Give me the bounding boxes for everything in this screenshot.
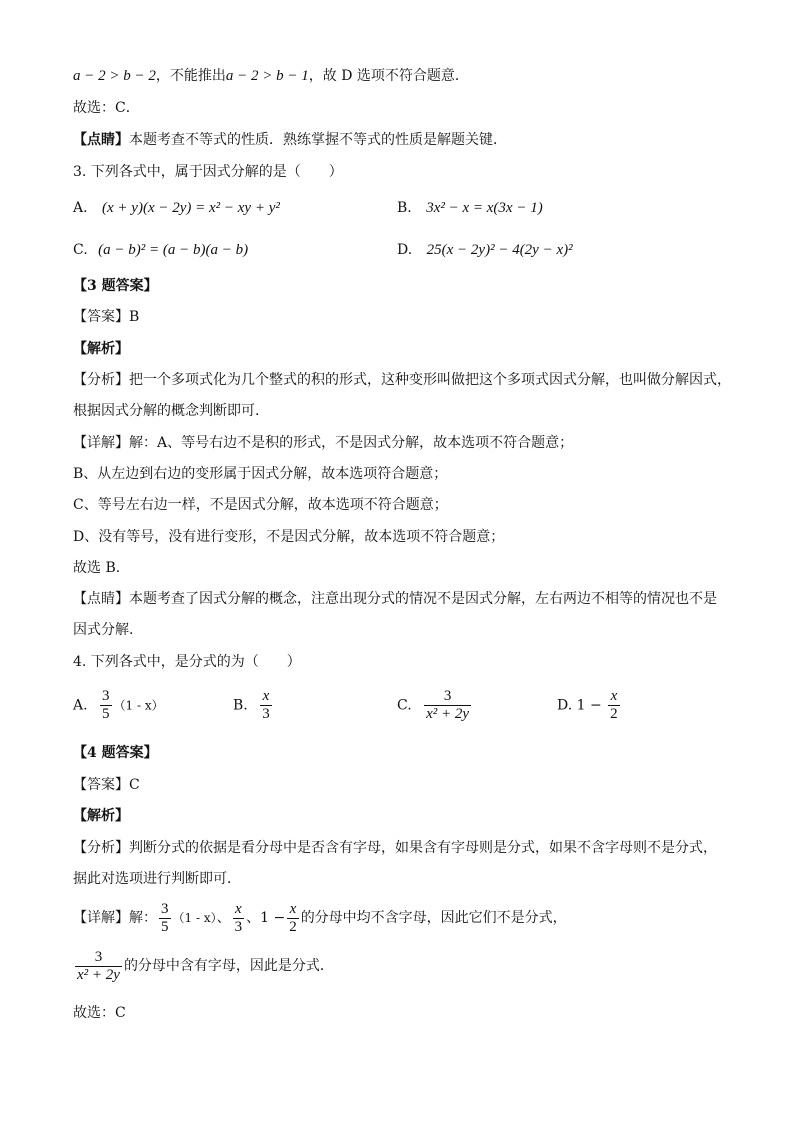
option-label: C. bbox=[73, 242, 88, 258]
q3-analysis-line-2: 根据因式分解的概念判断即可. bbox=[73, 403, 260, 419]
text-segment: ，故 D 选项不符合题意． bbox=[308, 68, 469, 84]
fraction-tail: （1 - x） bbox=[172, 911, 217, 925]
option-label: A. bbox=[73, 200, 88, 216]
question-3-stem: 3. 下列各式中，属于因式分解的是（ ） bbox=[73, 164, 343, 180]
q3-detail-line-3: C、等号左右边一样，不是因式分解，故本选项不符合题意； bbox=[73, 497, 448, 513]
q4-answer-heading: 【4 题答案】 bbox=[73, 745, 158, 761]
q4-option-d bbox=[557, 688, 622, 723]
q4-analysis-line-2: 据此对选项进行判断即可． bbox=[73, 871, 241, 887]
comment-text: 本题考查不等式的性质．熟练掌握不等式的性质是解题关键． bbox=[129, 132, 507, 148]
fraction: $\frac{x}{2}$ bbox=[610, 688, 618, 722]
fraction: $\frac{x}{3}$ bbox=[234, 900, 243, 935]
detail-text: 的分母中均不含字母，因此它们不是分式， bbox=[300, 910, 567, 926]
q3-answer-heading: 【3 题答案】 bbox=[73, 278, 158, 294]
q4-detail-line-2 bbox=[73, 948, 334, 984]
detail-tag: 【详解】解： bbox=[73, 910, 157, 926]
fraction: $\frac{3}{5}$ bbox=[102, 688, 110, 722]
q3-detail-line-1: 【详解】解：A、等号右边不是积的形式，不是因式分解，故本选项不符合题意； bbox=[73, 435, 574, 451]
option-label: B. bbox=[397, 200, 412, 216]
option-label: B. bbox=[233, 697, 248, 714]
option-expression: (x + y)(x − 2y) = x² − xy + y² bbox=[102, 200, 280, 216]
q3-analysis-line-1: 【分析】把一个多项式化为几个整式的积的形式，这种变形叫做把这个多项式因式分解，也叫做分解因式， bbox=[73, 372, 731, 388]
comment-line bbox=[73, 130, 507, 150]
q4-option-b bbox=[233, 688, 274, 723]
fraction: $\frac{x}{2}$ bbox=[289, 900, 297, 935]
q3-option-d bbox=[397, 240, 573, 260]
option-label: D. 1 − bbox=[557, 697, 602, 714]
q4-analysis-line-1: 【分析】判断分式的依据是看分母中是否含有字母，如果含有字母则是分式，如果不含字母则不是分式， bbox=[73, 840, 717, 856]
q4-detail-line-1 bbox=[73, 900, 567, 936]
q3-option-c bbox=[73, 240, 248, 260]
option-expression: 25(x − 2y)² − 4(2y − x)² bbox=[426, 242, 573, 258]
q4-option-a bbox=[73, 688, 164, 723]
q3-comment-line-2: 因式分解. bbox=[73, 622, 134, 638]
option-expression: (a − b)² = (a − b)(a − b) bbox=[98, 242, 249, 258]
option-label: A. bbox=[73, 697, 88, 714]
text-segment: ，不能推出 bbox=[155, 68, 226, 84]
q4-analysis-heading: 【解析】 bbox=[73, 808, 129, 824]
q3-answer: 【答案】B bbox=[73, 309, 140, 325]
option-label: C. bbox=[397, 697, 412, 714]
answer-choice-line: 故选：C． bbox=[73, 100, 140, 116]
comment-tag: 【点睛】 bbox=[73, 132, 129, 148]
inequality-2: a − 2 > b − 1 bbox=[225, 68, 309, 84]
q3-option-a bbox=[73, 198, 280, 218]
q4-option-c bbox=[397, 688, 473, 723]
q4-choice: 故选：C bbox=[73, 1005, 126, 1021]
q3-detail-line-4: D、没有等号，没有进行变形，不是因式分解，故本选项不符合题意； bbox=[73, 529, 505, 545]
fraction: $\frac{3}{\text{x² + 2y}}$ bbox=[77, 948, 120, 983]
question-4-stem: 4. 下列各式中，是分式的为（ ） bbox=[73, 654, 301, 670]
option-tail: （1 - x） bbox=[113, 698, 164, 713]
q3-detail-line-2: B、从左边到右边的变形属于因式分解，故本选项符合题意； bbox=[73, 466, 448, 482]
text-line-1 bbox=[73, 66, 469, 86]
option-label: D. bbox=[397, 242, 413, 258]
q4-answer: 【答案】C bbox=[73, 777, 140, 793]
separator: 、1 − bbox=[246, 910, 286, 926]
inequality-1: a − 2 > b − 2 bbox=[73, 68, 156, 84]
fraction: $\frac{x}{3}$ bbox=[262, 688, 270, 722]
option-expression: 3x² − x = x(3x − 1) bbox=[426, 200, 543, 216]
fraction: $\frac{3}{\text{x² + 2y}}$ bbox=[426, 688, 470, 722]
q3-option-b bbox=[397, 198, 543, 218]
q3-comment-line-1: 【点睛】本题考查了因式分解的概念，注意出现分式的情况不是因式分解，左右两边不相等的情况也不是 bbox=[73, 591, 717, 607]
q3-analysis-heading: 【解析】 bbox=[73, 341, 129, 357]
detail-text: 的分母中含有字母，因此是分式． bbox=[123, 958, 334, 974]
separator: 、 bbox=[216, 910, 231, 926]
fraction: $\frac{3}{5}$ bbox=[161, 900, 169, 935]
q3-choice: 故选 B. bbox=[73, 560, 121, 576]
